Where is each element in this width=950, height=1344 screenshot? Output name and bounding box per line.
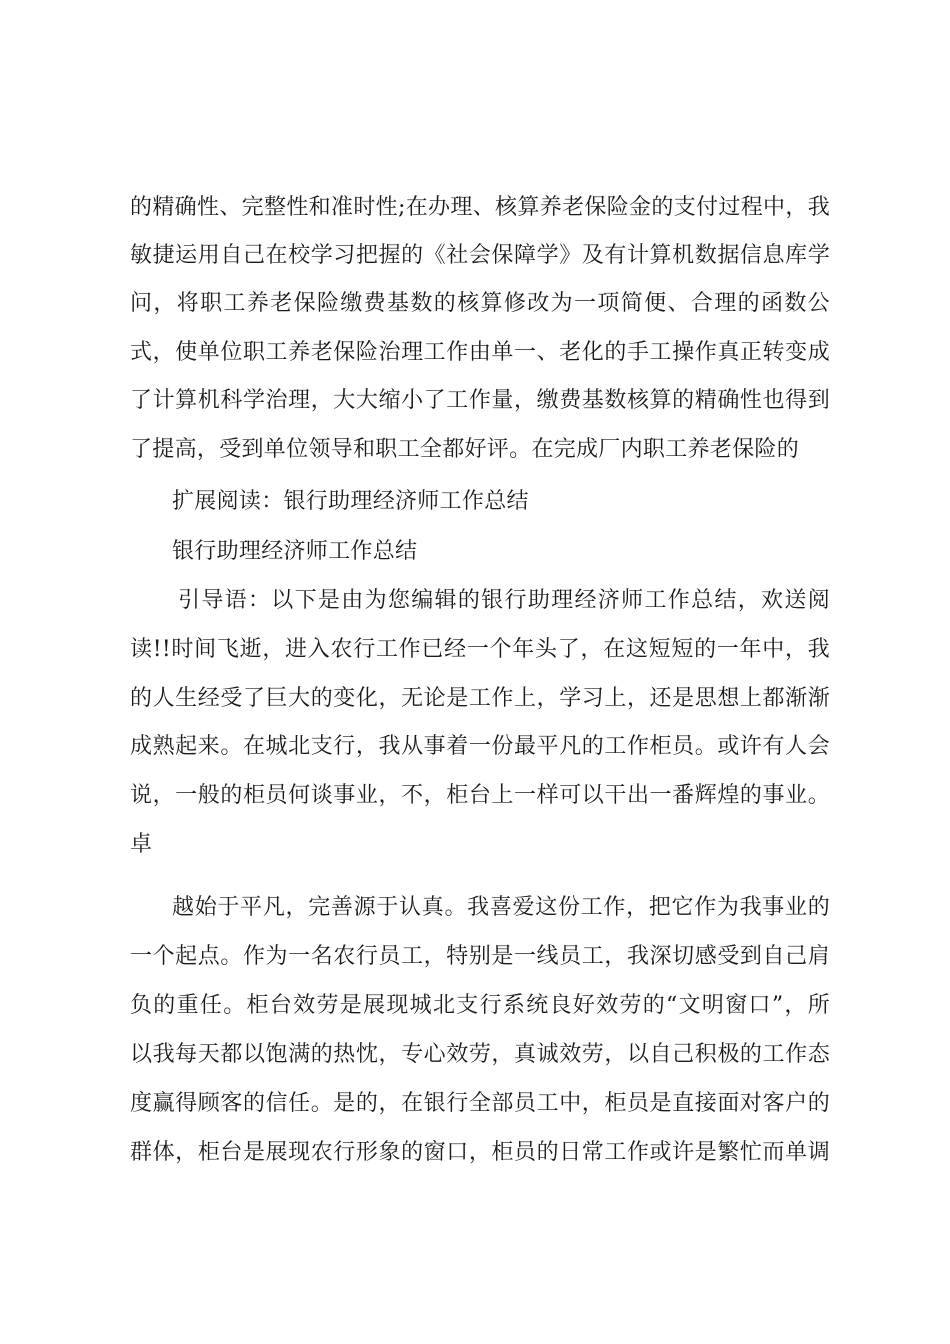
text-line: 的精确性、完整性和准时性;在办理、核算养老保险金的支付过程中，我: [130, 195, 830, 220]
text-line: 度赢得顾客的信任。是的，在银行全部员工中，柜员是直接面对客户的: [130, 1091, 830, 1116]
text-line: 越始于平凡，完善源于认真。我喜爱这份工作，把它作为我事业的: [172, 895, 830, 920]
article-title: 银行助理经济师工作总结: [172, 539, 418, 564]
text-line: 卓: [130, 832, 153, 857]
text-line: 负的重任。柜台效劳是展现城北支行系统良好效劳的“文明窗口”，所: [130, 993, 830, 1018]
text-line: 说，一般的柜员何谈事业，不，柜台上一样可以干出一番辉煌的事业。: [130, 783, 830, 808]
text-line: 群体，柜台是展现农行形象的窗口，柜员的日常工作或许是繁忙而单调: [130, 1140, 830, 1165]
text-line: 敏捷运用自己在校学习把握的《社会保障学》及有计算机数据信息库学: [130, 243, 830, 268]
text-line: 读!!时间飞逝，进入农行工作已经一个年头了，在这短短的一年中，我: [130, 637, 830, 662]
text-line: 式，使单位职工养老保险治理工作由单一、老化的手工操作真正转变成: [130, 340, 830, 365]
text-line: 一个起点。作为一名农行员工，特别是一线员工，我深切感受到自己肩: [130, 944, 830, 969]
text-line: 的人生经受了巨大的变化，无论是工作上，学习上，还是思想上都渐渐: [130, 686, 830, 711]
text-line: 了提高，受到单位领导和职工全都好评。在完成厂内职工养老保险的: [130, 437, 800, 462]
text-line: 成熟起来。在城北支行，我从事着一份最平凡的工作柜员。或许有人会: [130, 734, 830, 759]
text-line: 引导语：以下是由为您编辑的银行助理经济师工作总结，欢送阅: [178, 588, 830, 613]
extended-reading-heading: 扩展阅读：银行助理经济师工作总结: [172, 489, 529, 514]
text-line: 问，将职工养老保险缴费基数的核算修改为一项简便、合理的函数公: [130, 291, 830, 316]
text-line: 以我每天都以饱满的热忱，专心效劳，真诚效劳，以自己积极的工作态: [130, 1042, 830, 1067]
text-line: 了计算机科学治理，大大缩小了工作量，缴费基数核算的精确性也得到: [130, 388, 830, 413]
